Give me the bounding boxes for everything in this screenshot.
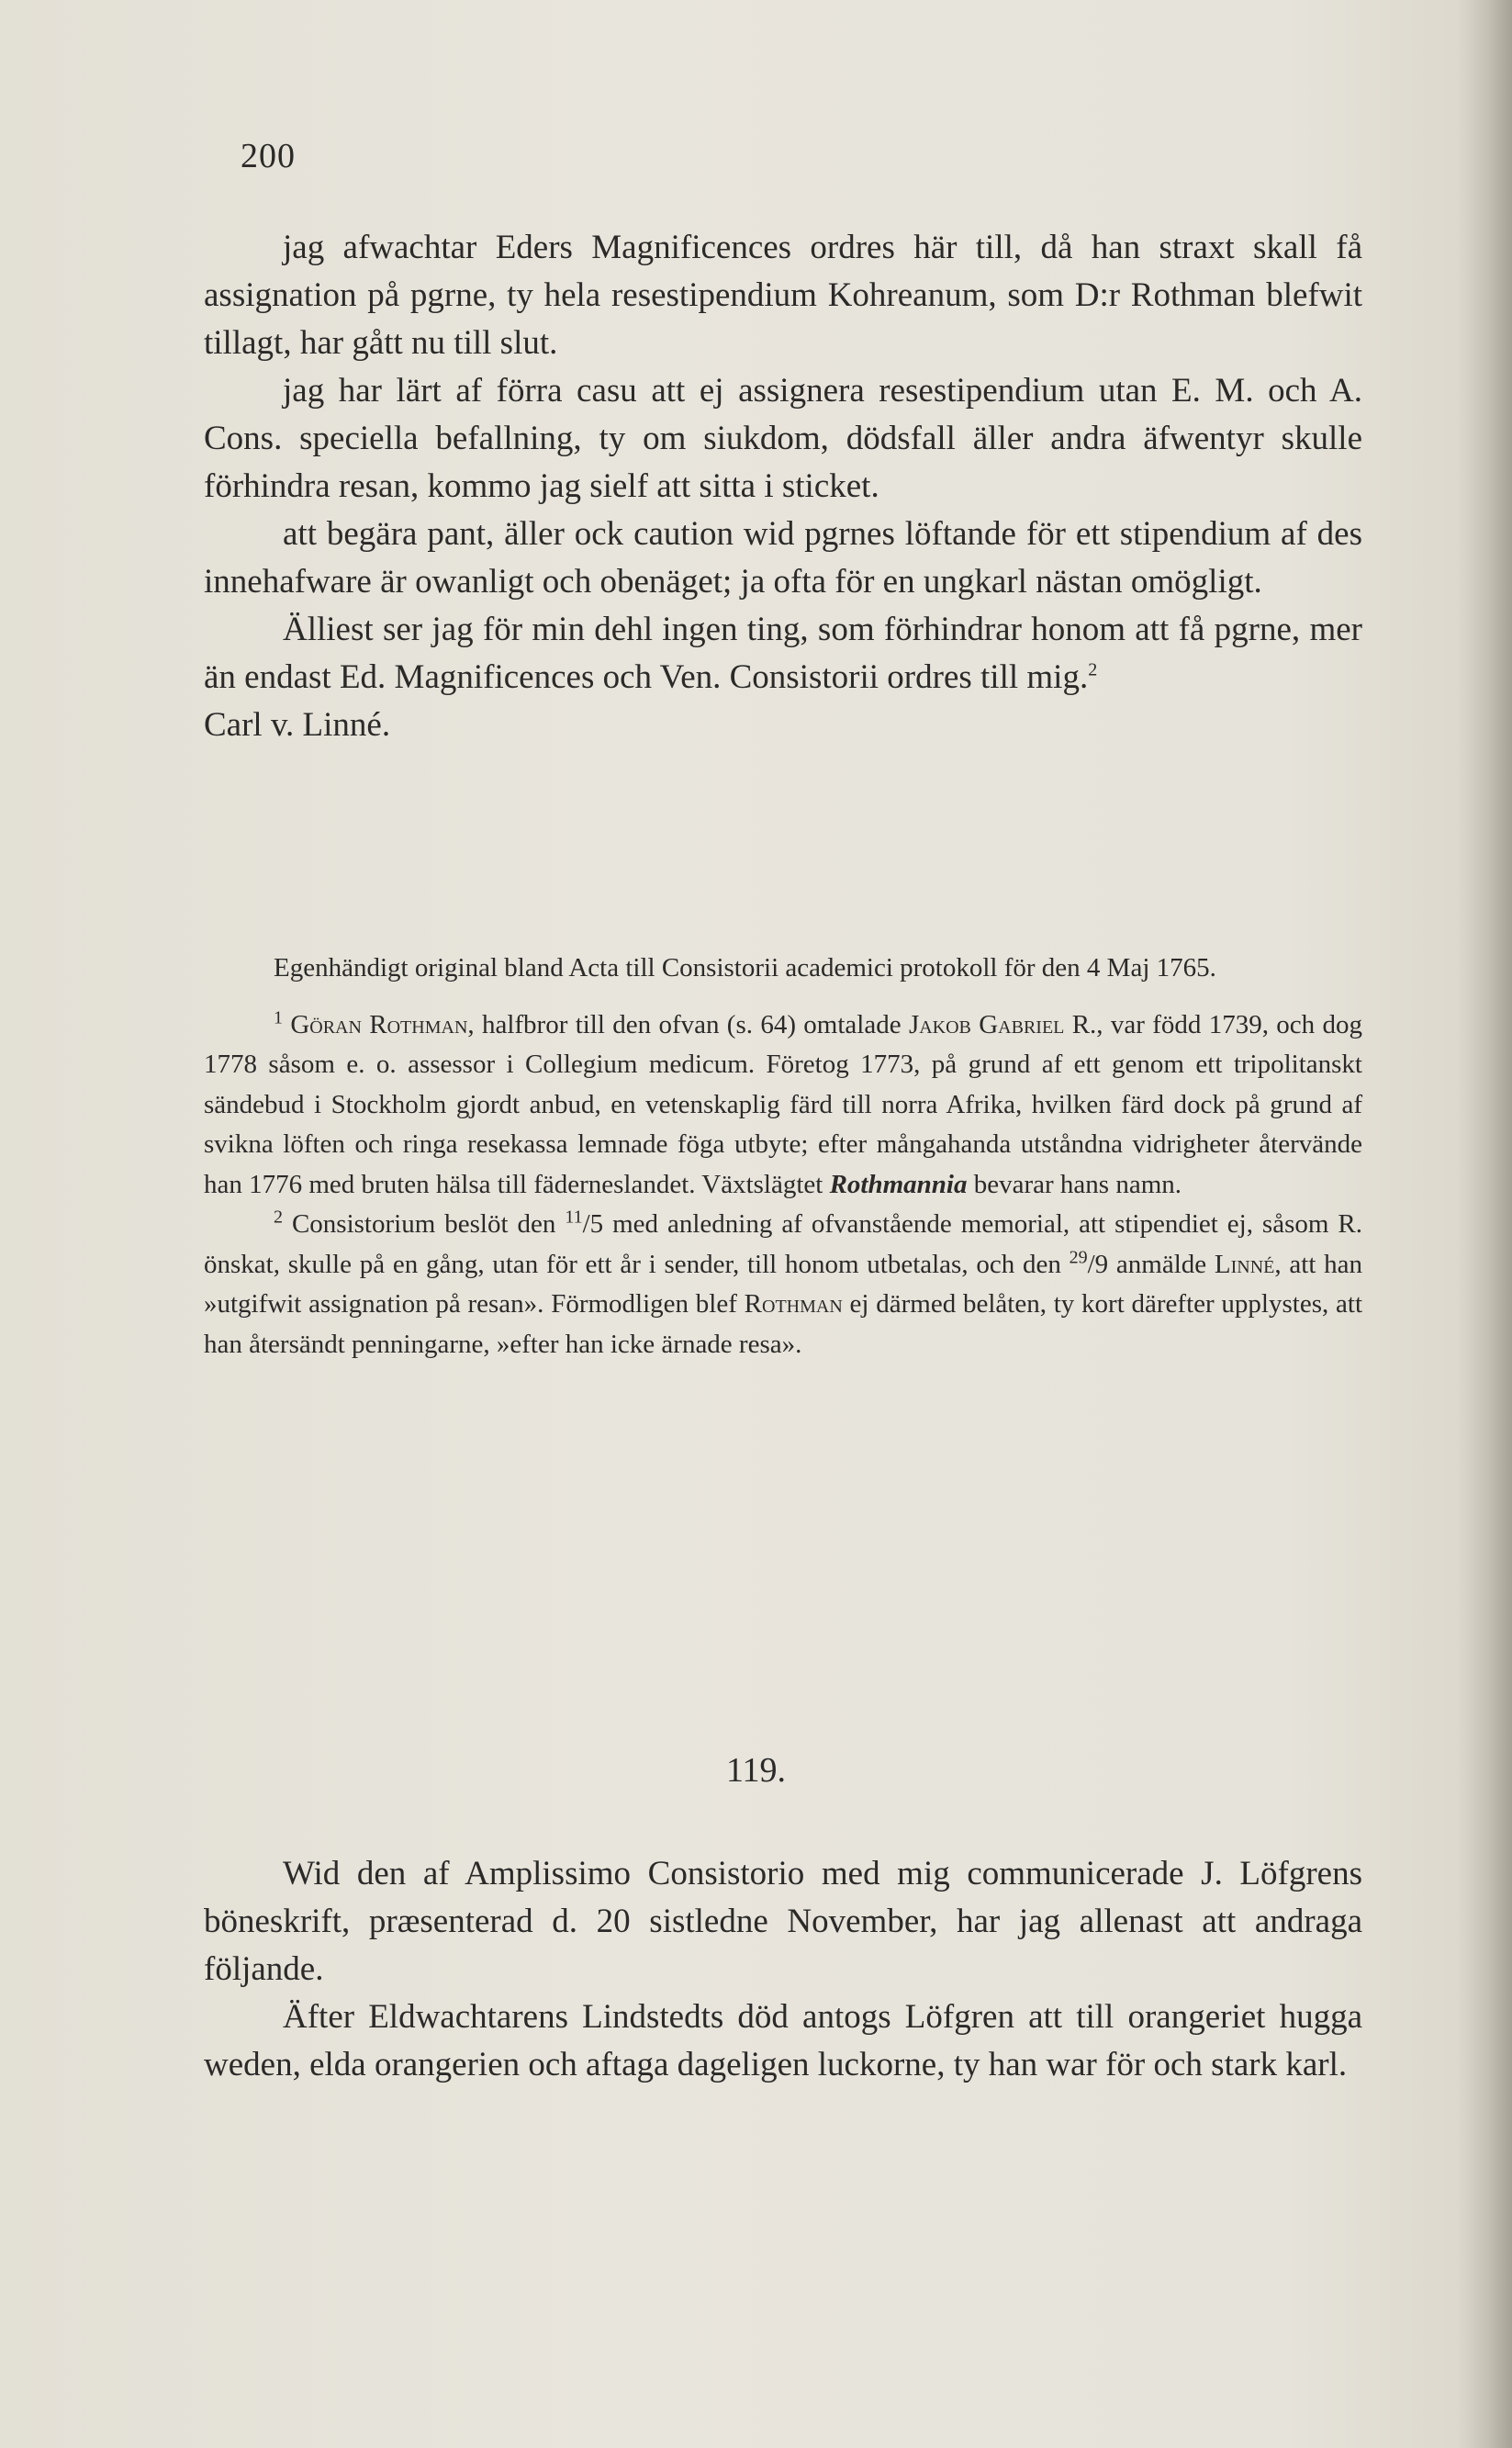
section-paragraph-1: Wid den af Amplissimo Consistorio med mig communicerade J. Löfgrens böneskrift, præsenterad d. 20 sistledne November, har jag allenast att andraga följande. [204,1855,1362,1988]
section-paragraph-2: Äfter Eldwachtarens Lindstedts död antogs Löfgren att till orangeriet hugga weden, elda orangerien och aftaga dageligen luckorne, ty han war för och stark karl. [204,1998,1362,2083]
footnote-1-text-c: bevarar hans namn. [967,1169,1182,1199]
footnote-2-text-c: anmälde [1108,1249,1215,1279]
footnote-2-text-a: Consistorium beslöt den [283,1209,566,1239]
section-body [204,1850,1362,2089]
letter-paragraph-4-text: Älliest ser jag för min dehl ingen ting, som förhindrar honom att få pgrne, mer än endast Ed. Magnificences och Ven. Consistorii ordres till mig. [204,611,1362,696]
footnote-1 [204,1005,1362,1206]
footnote-2-marker: 2 [274,1207,283,1228]
page-number: 200 [241,137,296,175]
footnote-2 [204,1205,1362,1364]
signature: Carl v. Linné. [204,706,391,744]
footnote-1-name-2: Jakob Gabriel [908,1009,1065,1039]
footnote-1-genus: Rothmannia [829,1169,968,1199]
footnote-2-date-2-month: /9 [1087,1249,1109,1279]
footnote-2-rothman: Rothman [744,1289,843,1319]
letter-paragraph-2: jag har lärt af förra casu att ej assignera resestipendium utan E. M. och A. Cons. speciella befallning, ty om siukdom, dödsfall äller andra äfwentyr skulle förhindra resan, kommo jag sielf att sitta i sticket. [204,372,1362,505]
footnote-1-marker: 1 [274,1006,283,1027]
footnote-1-name: Göran Rothman, [290,1009,475,1039]
footnote-2-text-d: att han »utgifwit assignation på resan». Förmodligen blef [204,1249,1363,1319]
letter-paragraph-4 [204,606,1362,702]
footnote-1-text-b: R., var född 1739, och dog 1778 såsom e. o. assessor i Collegium medicum. Företog 1773, på grund af ett genom ett tripolitanskt sändebud i Stockholm gjordt anbud, en vetenskaplig färd till norra Afrika, hvilken färd dock på grund af svikna löften och ringa resekassa lemnade föga utbyte; efter mångahanda utståndna vidrigheter återvände han 1776 med bruten hälsa till fäderneslandet. Växtslägtet [204,1009,1363,1199]
page-edge-shadow [1457,0,1512,2448]
footnote-2-date-1-month: /5 [582,1209,604,1239]
footnote-2-text-b: med anledning af ofvanstående memorial, att stipendiet ej, såsom R. önskat, skulle på en gång, utan för ett år i sender, till honom utbetalas, och den [204,1209,1362,1279]
footnotes [204,949,1362,1364]
letter-body [204,224,1362,749]
footnote-1-text-a: halfbror till den ofvan (s. 64) omtalade [474,1009,909,1039]
footnote-2-date-2: 29 [1069,1246,1088,1267]
footnote-2-linne: Linné, [1214,1249,1282,1279]
section-number: 119. [725,1751,787,1790]
footnote-ref-2: 2 [1088,659,1098,680]
letter-paragraph-1: jag afwachtar Eders Magnificences ordres här till, då han straxt skall få assignation på pgrne, ty hela resestipendium Kohreanum, som D:r Rothman blefwit tillagt, har gått nu till slut. [204,229,1362,362]
footnote-2-text-e: ej därmed belåten, ty kort därefter upplystes, att han återsändt penningarne, »efter han icke ärnade resa». [204,1289,1362,1359]
source-note: Egenhändigt original bland Acta till Consistorii academici protokoll för den 4 Maj 1765. [274,953,1216,983]
footnote-2-date-1: 11 [565,1207,583,1228]
letter-paragraph-3: att begära pant, äller ock caution wid pgrnes löftande för ett stipendium af des innehafware är owanligt och obenäget; ja ofta för en ungkarl nästan omögligt. [204,515,1362,601]
